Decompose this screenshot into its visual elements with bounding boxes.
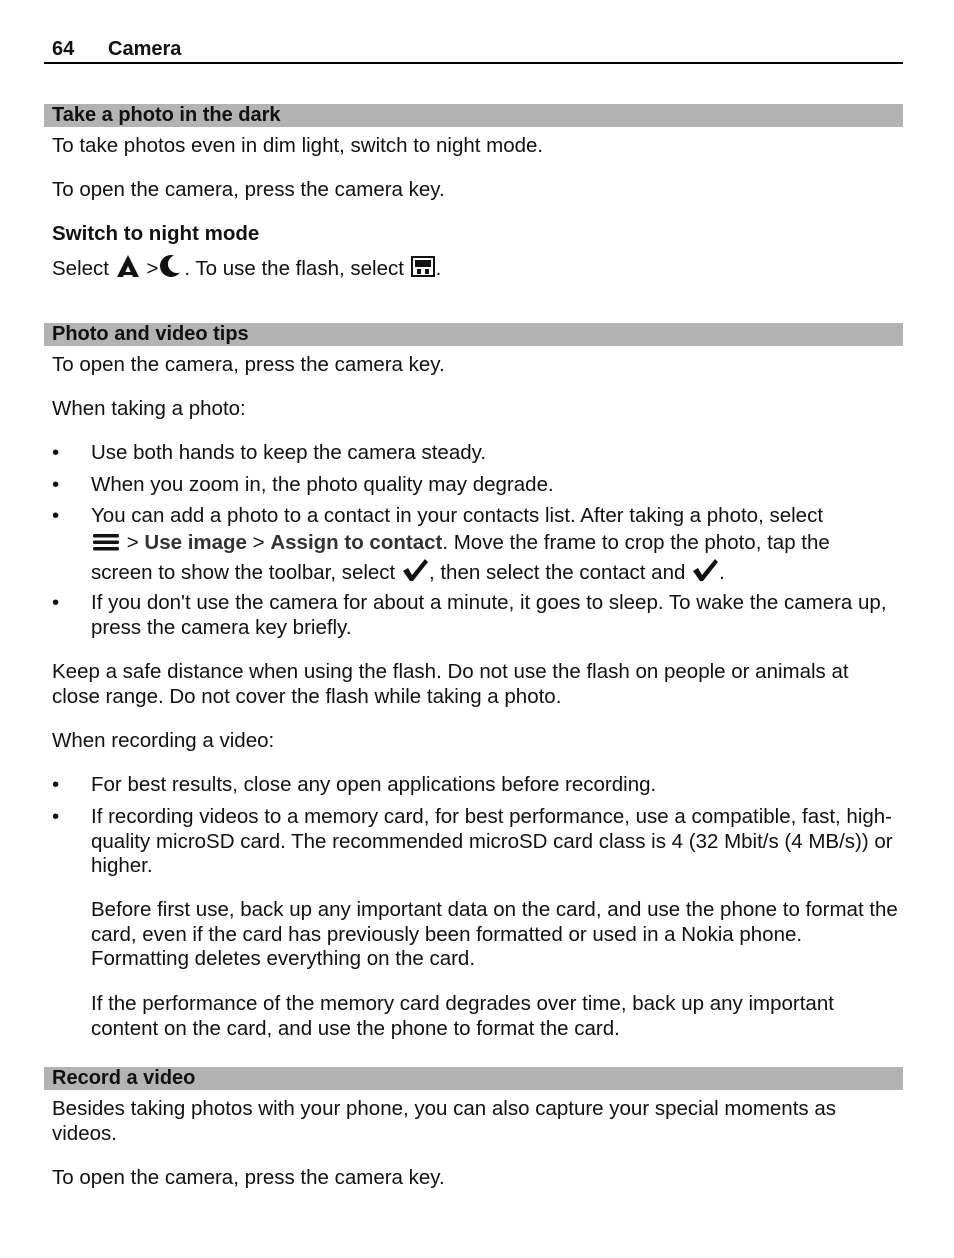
note-paragraph: Before first use, back up any important data on the card, and use the phone to format the card, even if the card has previously been formatted or used in a Nokia phone. Formatting deletes everything on the card. [91, 898, 898, 970]
paragraph: When recording a video: [52, 729, 275, 752]
flash-icon [410, 253, 436, 279]
bullet-mark: • [52, 473, 60, 496]
section-heading-record [44, 1067, 903, 1090]
instruction-line [52, 253, 902, 282]
note-paragraph: If the performance of the memory card degrades over time, back up any important content on the card, and use the phone to format the card. [91, 992, 834, 1040]
section-title: Record a video [52, 1067, 196, 1089]
paragraph: To open the camera, press the camera key. [52, 178, 445, 201]
list-item-text: , then select the contact and [428, 561, 686, 584]
select-text: Select [52, 257, 109, 280]
list-item-line: You can add a photo to a contact in your contacts list. After taking a photo, select [91, 504, 824, 527]
flash-text: . To use the flash, select [184, 257, 404, 280]
period: . [435, 257, 442, 280]
section-heading-tips [44, 323, 903, 346]
separator: > [252, 530, 265, 554]
paragraph: When taking a photo: [52, 397, 246, 420]
list-item-line [91, 557, 903, 586]
list-item-text: screen to show the toolbar, select [91, 561, 396, 584]
separator: > [126, 530, 139, 554]
bullet-mark: • [52, 504, 60, 527]
paragraph: Besides taking photos with your phone, you can also capture your special moments as videos. [52, 1097, 836, 1145]
list-item: For best results, close any open applications before recording. [91, 773, 657, 796]
bullet-mark: • [52, 773, 60, 796]
list-item [91, 504, 903, 586]
menu-icon [91, 531, 121, 553]
ui-option-assign-to-contact: Assign to contact [270, 530, 443, 554]
chapter-title: Camera [108, 38, 182, 60]
bullet-mark: • [52, 441, 60, 464]
list-item: When you zoom in, the photo quality may degrade. [91, 473, 554, 496]
page-number: 64 [52, 38, 75, 60]
paragraph: To take photos even in dim light, switch to night mode. [52, 134, 544, 157]
bullet-mark: • [52, 805, 60, 828]
paragraph: To open the camera, press the camera key. [52, 353, 445, 376]
list-item: If recording videos to a memory card, for best performance, use a compatible, fast, high-quality microSD card. The recommended microSD card class is 4 (32 Mbit/s (4 MB/s)) or higher. [91, 805, 893, 877]
bullet-mark: • [52, 591, 60, 614]
section-title: Take a photo in the dark [52, 104, 281, 126]
paragraph: To open the camera, press the camera key. [52, 1166, 445, 1189]
period: . [719, 561, 725, 584]
scene-mode-icon [115, 253, 141, 279]
list-item: Use both hands to keep the camera steady. [91, 441, 487, 464]
subheading: Switch to night mode [52, 222, 260, 245]
ui-option-use-image: Use image [144, 530, 247, 554]
separator: > [146, 257, 159, 280]
list-item-line [91, 531, 903, 556]
page-header [44, 36, 903, 64]
list-item-text: . Move the frame to crop the photo, tap the [442, 530, 830, 554]
paragraph: Keep a safe distance when using the flash. Do not use the flash on people or animals at close range. Do not cover the flash while taking a photo. [52, 660, 849, 708]
section-heading-dark [44, 104, 903, 127]
checkmark-icon [691, 557, 719, 583]
checkmark-icon [401, 557, 429, 583]
night-mode-icon [158, 253, 184, 279]
list-item: If you don't use the camera for about a minute, it goes to sleep. To wake the camera up, press the camera key briefly. [91, 591, 887, 639]
section-title: Photo and video tips [52, 323, 249, 345]
